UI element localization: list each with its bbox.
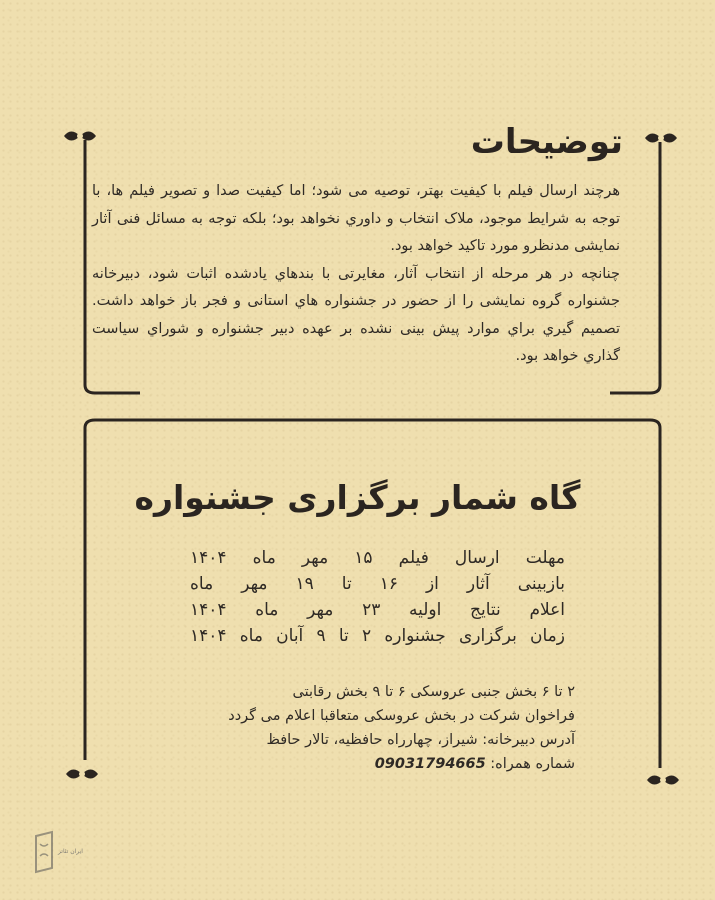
schedule-item: بازبینی آثار از ۱۶ تا ۱۹ مهر ماه [190,574,565,594]
ornament-top-right-icon [643,126,679,150]
schedule-item: زمان برگزاری جشنواره ۲ تا ۹ آبان ماه ۱۴۰۴ [190,626,565,646]
address-line: آدرس دبیرخانه: شیراز، چهارراه حافظیه، تالار حافظ [266,732,575,748]
description-paragraph-2: چنانچه در هر مرحله از انتخاب آثار، مغایرتی با بندهاي یادشده اثبات شود، دبیرخانه جشنواره گروه نمایشی را از حضور در جشنواره هاي استانی و فجر باز خواهد داشت. تصمیم گیري براي موارد پیش بینی نشده بر عهده دبیر جشنواره و شوراي سیاست گذاري خواهد بود. [92,265,620,364]
call-line: فراخوان شرکت در بخش عروسکی متعاقبا اعلام می گردد [228,708,575,724]
logo-caption: ایران تئاتر [58,848,83,855]
ornament-bottom-right-icon [645,768,681,792]
schedule-item: اعلام نتایج اولیه ۲۳ مهر ماه ۱۴۰۴ [190,600,565,620]
schedule-item: مهلت ارسال فیلم ۱۵ مهر ماه ۱۴۰۴ [190,548,565,568]
description-body [92,178,620,371]
sections-line: ۲ تا ۶ بخش جنبی عروسکی ۶ تا ۹ بخش رقابتی [292,684,575,700]
ornament-bottom-left-icon [64,762,100,786]
phone-number: 09031794665 [374,756,486,772]
schedule-list [190,545,565,649]
schedule-extra-info [170,680,575,776]
phone-line [170,752,575,776]
description-title: توضیحات [470,122,623,162]
ornament-top-left-icon [62,124,98,148]
phone-label: شماره همراه: [490,756,575,772]
schedule-title: گاه شمار برگزاری جشنواره [134,478,581,517]
description-paragraph-1: هرچند ارسال فیلم با کیفیت بهتر، توصیه می شود؛ اما کیفیت صدا و تصویر فیلم ها، با توجه به شرایط موجود، ملاک انتخاب و داوري نخواهد بود؛ بلکه توجه به مسائل فنی آثار نمایشی مدنظرو مورد تاکید خواهد بود. [92,183,620,254]
